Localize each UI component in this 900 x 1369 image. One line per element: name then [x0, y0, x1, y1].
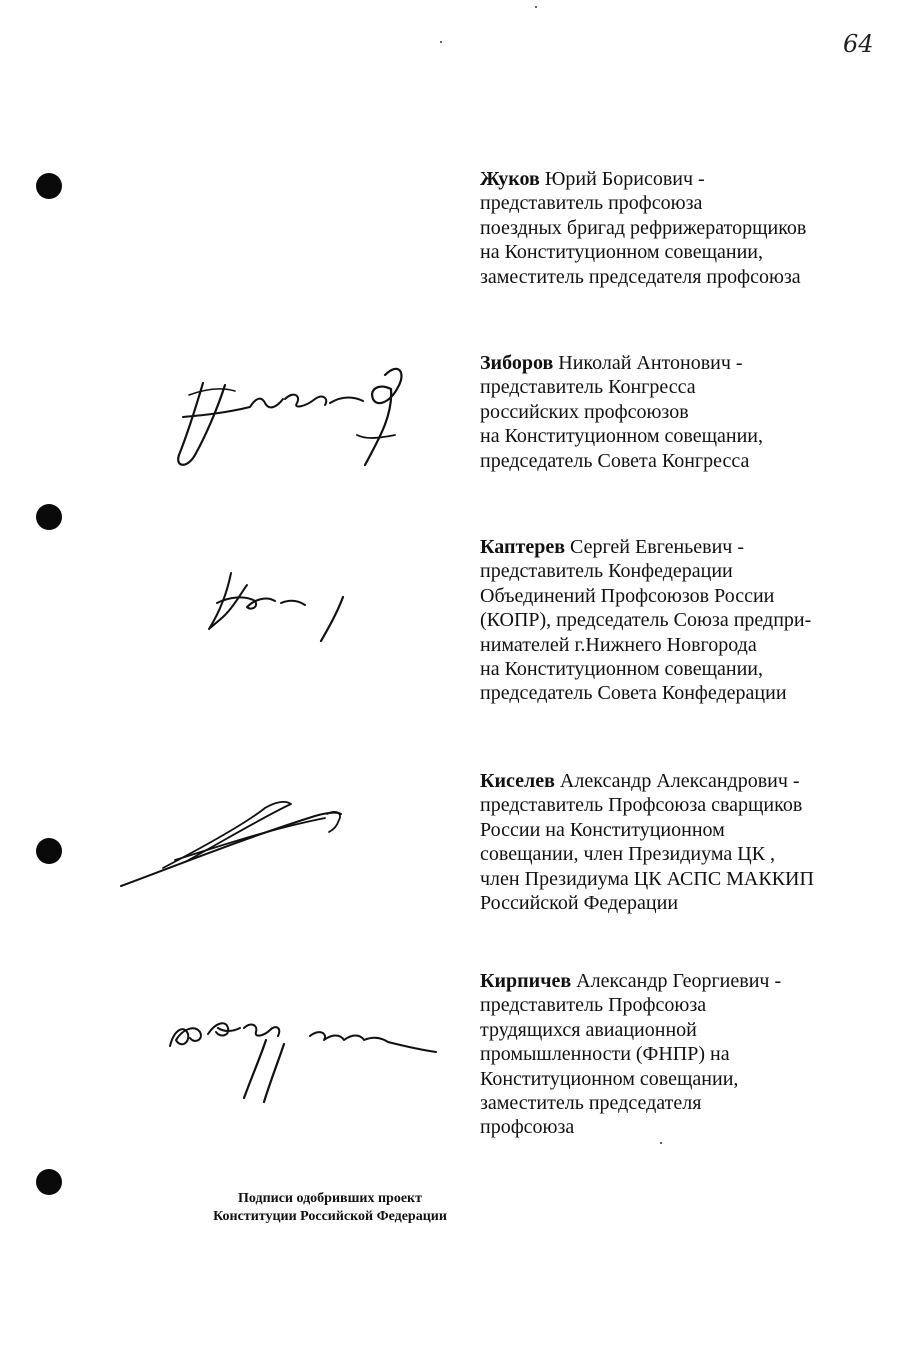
- position-line: представитель Профсоюза: [480, 994, 707, 1017]
- position-line: председатель Совета Конгресса: [480, 449, 750, 472]
- given-names: Николай Антонович -: [553, 352, 743, 374]
- signatory-entry: [480, 351, 880, 473]
- signatory-entry: [480, 969, 880, 1140]
- signatures-caption: [170, 1190, 490, 1226]
- position-line: на Конституционном совещании,: [480, 241, 763, 264]
- given-names: Александр Георгиевич -: [571, 970, 782, 992]
- given-names: Сергей Евгеньевич -: [565, 536, 745, 558]
- position-line: совещании, член Президиума ЦК ,: [480, 843, 776, 866]
- name-line: [480, 351, 880, 375]
- position-line: член Президиума ЦК АСПС МАККИП: [480, 867, 814, 890]
- handwritten-signature: [165, 355, 415, 475]
- binder-hole: [36, 838, 62, 864]
- surname: Киселев: [480, 770, 555, 792]
- speck: [535, 6, 537, 8]
- position-line: Объединений Профсоюзов России: [480, 584, 775, 607]
- position-line: Российской Федерации: [480, 892, 679, 915]
- name-line: [480, 769, 880, 793]
- position-line: российских профсоюзов: [480, 400, 689, 423]
- handwritten-signature: [160, 1000, 440, 1110]
- position-line: (КОПР), председатель Союза предпри-: [480, 609, 812, 632]
- position-line: профсоюза: [480, 1116, 575, 1139]
- binder-hole: [36, 1169, 62, 1195]
- position-line: председатель Совета Конфедерации: [480, 682, 787, 705]
- name-line: [480, 969, 880, 993]
- position-line: представитель Конгресса: [480, 376, 696, 399]
- handwritten-signature: [205, 565, 365, 645]
- signatory-entry: [480, 769, 880, 915]
- name-line: [480, 167, 880, 191]
- surname: Каптерев: [480, 536, 565, 558]
- binder-hole: [36, 173, 62, 199]
- speck: [440, 41, 442, 43]
- surname: Кирпичев: [480, 970, 572, 992]
- binder-hole: [36, 504, 62, 530]
- position-line: на Конституционном совещании,: [480, 658, 763, 681]
- name-line: [480, 535, 880, 559]
- position-line: нимателей г.Нижнего Новгорода: [480, 633, 757, 656]
- position-line: промышленности (ФНПР) на: [480, 1043, 730, 1066]
- position-line: поездных бригад рефрижераторщиков: [480, 216, 807, 239]
- position-line: заместитель председателя: [480, 1092, 702, 1115]
- position-line: представитель профсоюза: [480, 192, 703, 215]
- given-names: Юрий Борисович -: [539, 168, 705, 190]
- page-number: 64: [843, 30, 874, 58]
- position-line: представитель Конфедерации: [480, 560, 733, 583]
- speck: [660, 1142, 662, 1144]
- position-line: на Конституционном совещании,: [480, 425, 763, 448]
- signatory-entry: [480, 535, 880, 706]
- handwritten-signature: [115, 790, 365, 900]
- given-names: Александр Александрович -: [554, 770, 800, 792]
- caption-line: Подписи одобривших проект: [238, 1191, 422, 1206]
- caption-line: Конституции Российской Федерации: [213, 1209, 447, 1224]
- surname: Жуков: [480, 168, 540, 190]
- position-line: России на Конституционном: [480, 818, 725, 841]
- position-line: трудящихся авиационной: [480, 1018, 697, 1041]
- position-line: представитель Профсоюза сварщиков: [480, 794, 803, 817]
- signatory-entry: [480, 167, 880, 289]
- surname: Зиборов: [480, 352, 554, 374]
- position-line: Конституционном совещании,: [480, 1067, 739, 1090]
- position-line: заместитель председателя профсоюза: [480, 265, 801, 288]
